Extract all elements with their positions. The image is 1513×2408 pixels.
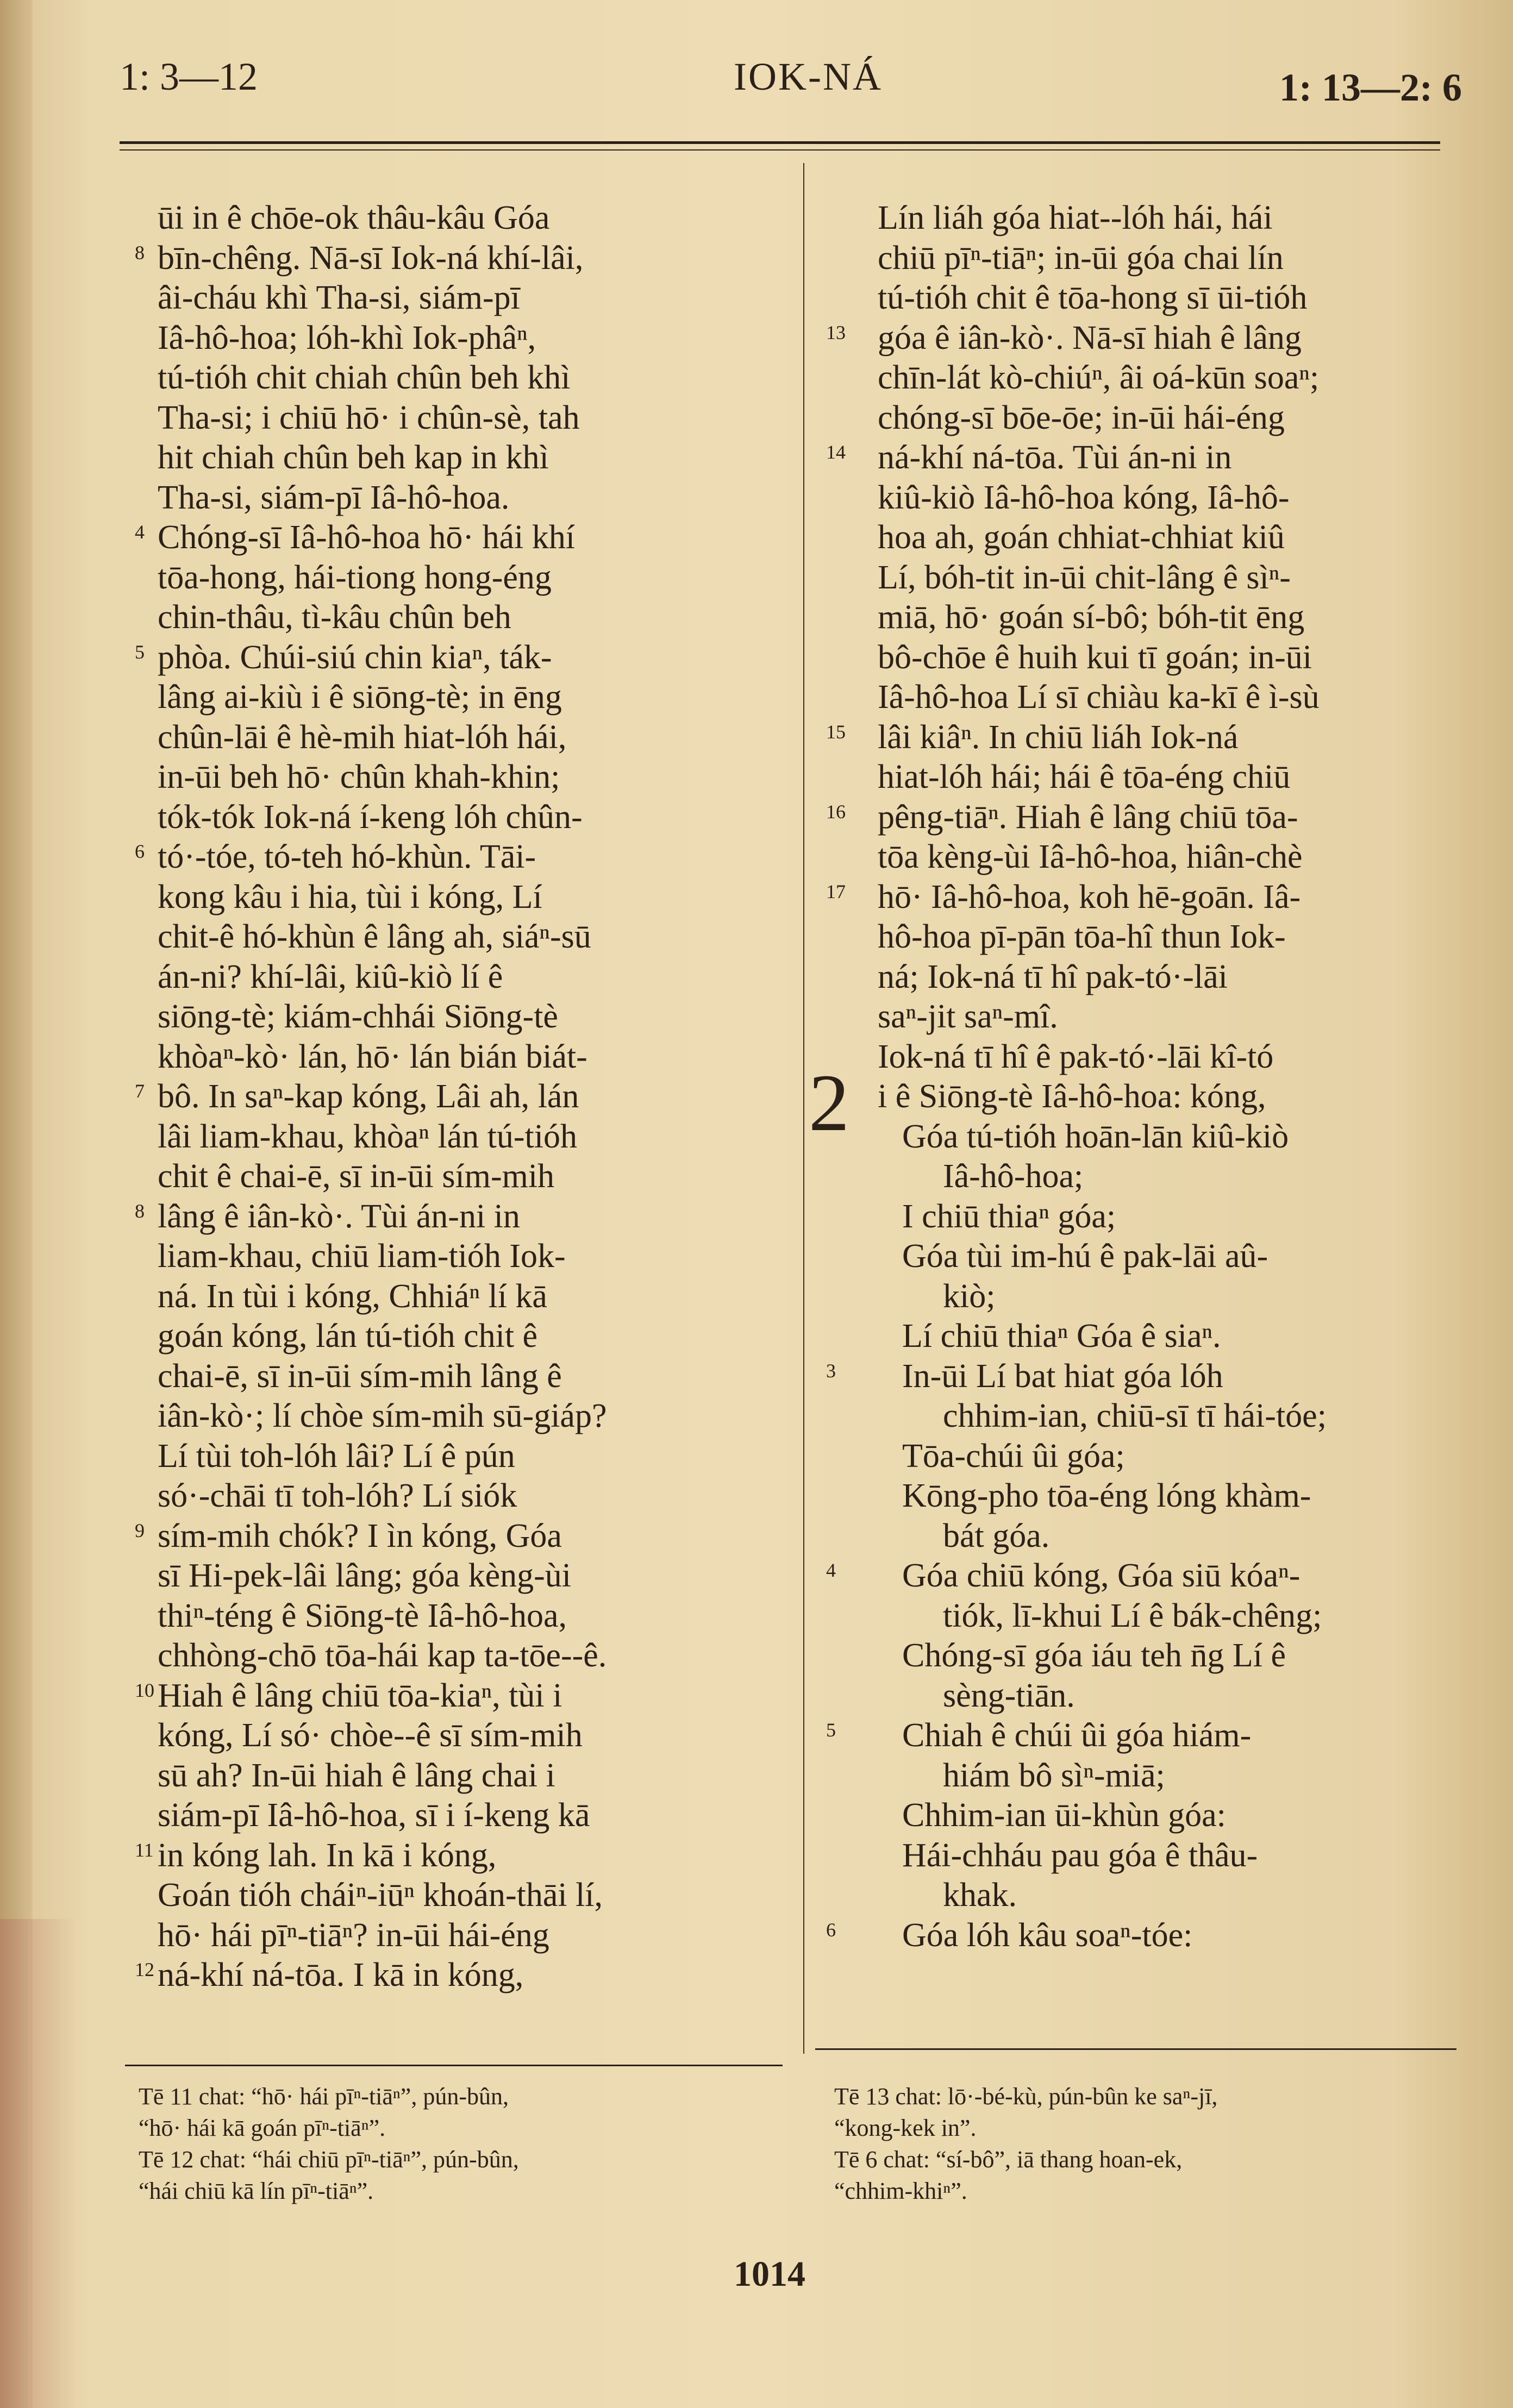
line-text: in-ūi beh hō· chûn khah-khin; xyxy=(158,758,560,795)
verse-number: 12 xyxy=(135,1959,154,1980)
line-text: Hiah ê lâng chiū tōa-kiaⁿ, tùi i xyxy=(158,1677,562,1714)
text-line xyxy=(125,1955,783,1996)
verse-number: 14 xyxy=(826,441,846,463)
header-left-reference: 1: 3—12 xyxy=(120,55,258,98)
line-text: iân-kò·; lí chòe sím-mih sū-giáp? xyxy=(158,1397,607,1434)
line-text: ná-khí ná-tōa. Tùi án-ni in xyxy=(878,439,1232,476)
text-line xyxy=(821,718,1462,758)
text-line xyxy=(821,877,1462,918)
line-text: in kóng lah. In kā i kóng, xyxy=(158,1836,497,1874)
line-text: khak. xyxy=(943,1877,1017,1914)
footnote-line: “kong-kek in”. xyxy=(834,2115,977,2141)
text-line xyxy=(821,1916,1462,1956)
line-text: chûn-lāi ê hè-mih hiat-lóh hái, xyxy=(158,718,567,756)
text-line xyxy=(821,1676,1462,1716)
line-text: Goán tióh cháiⁿ-iūⁿ khoán-thāi lí, xyxy=(158,1877,603,1914)
line-text: lâng ai-kiù i ê siōng-tè; in ēng xyxy=(158,679,562,716)
line-text: chīn-lát kò-chiúⁿ, âi oá-kūn soaⁿ; xyxy=(878,359,1320,396)
text-line xyxy=(821,1476,1462,1516)
page-stain xyxy=(0,1919,76,2408)
line-text: Lín liáh góa hiat--lóh hái, hái xyxy=(878,199,1273,236)
line-text: lâng ê iân-kò·. Tùi án-ni in xyxy=(158,1197,520,1235)
text-line xyxy=(821,239,1462,279)
line-text: bô. In saⁿ-kap kóng, Lâi ah, lán xyxy=(158,1078,579,1115)
verse-number: 13 xyxy=(826,321,846,343)
text-line xyxy=(125,1277,783,1317)
text-line xyxy=(125,1077,783,1117)
text-line xyxy=(125,638,783,678)
verse-number: 8 xyxy=(135,241,145,264)
line-text: hiám bô sìⁿ-miā; xyxy=(943,1757,1165,1794)
line-text: pêng-tiāⁿ. Hiah ê lâng chiū tōa- xyxy=(878,798,1298,836)
left-text-column xyxy=(125,198,783,1996)
text-line xyxy=(125,1316,783,1357)
text-line xyxy=(821,1437,1462,1477)
text-line xyxy=(125,1796,783,1836)
line-text: saⁿ-jit saⁿ-mî. xyxy=(878,998,1058,1035)
header-right-reference: 1: 13—2: 6 xyxy=(1279,66,1462,109)
line-text: ná. In tùi i kóng, Chhiáⁿ lí kā xyxy=(158,1277,547,1315)
footnote-line: “hō· hái kā goán pīⁿ-tiāⁿ”. xyxy=(139,2115,386,2141)
chapter-number: 2 xyxy=(809,1058,849,1148)
footnote-line: “chhim-khiⁿ”. xyxy=(834,2178,967,2204)
line-text: tōa kèng-ùi Iâ-hô-hoa, hiân-chè xyxy=(878,838,1303,875)
verse-number: 3 xyxy=(826,1359,836,1382)
verse-number: 9 xyxy=(135,1519,145,1541)
text-line xyxy=(125,358,783,398)
text-line xyxy=(125,678,783,718)
line-text: án-ni? khí-lâi, kiû-kiò lí ê xyxy=(158,958,503,995)
text-line xyxy=(125,598,783,638)
verse-number: 16 xyxy=(826,800,846,823)
line-text: Góa tùi im-hú ê pak-lāi aû- xyxy=(902,1238,1268,1275)
text-line xyxy=(125,1596,783,1636)
running-header xyxy=(120,49,1462,114)
footnote-line: Tē 6 chat: “sí-bô”, iā thang hoan-ek, xyxy=(834,2146,1183,2173)
line-text: ūi in ê chōe-ok thâu-kâu Góa xyxy=(158,199,550,236)
line-text: tiók, lī-khui Lí ê bák-chêng; xyxy=(943,1597,1322,1634)
line-text: I chiū thiaⁿ góa; xyxy=(902,1197,1116,1235)
line-text: liam-khau, chiū liam-tióh Iok- xyxy=(158,1238,566,1275)
line-text: chai-ē, sī in-ūi sím-mih lâng ê xyxy=(158,1357,562,1395)
text-line xyxy=(821,1277,1462,1317)
text-line xyxy=(821,1237,1462,1277)
footnote-line: Tē 12 chat: “hái chiū pīⁿ-tiāⁿ”, pún-bûn, xyxy=(139,2146,519,2173)
verse-number: 6 xyxy=(135,841,145,862)
text-line xyxy=(125,198,783,239)
line-text: Tōa-chúi ûi góa; xyxy=(902,1437,1125,1475)
text-line xyxy=(125,1357,783,1397)
line-text: tók-tók Iok-ná í-keng lóh chûn- xyxy=(158,798,583,836)
line-text: tó·-tóe, tó-teh hó-khùn. Tāi- xyxy=(158,838,536,875)
line-text: só·-chāi tī toh-lóh? Lí siók xyxy=(158,1477,517,1514)
footnotes-right xyxy=(834,2081,1465,2207)
text-line xyxy=(821,1596,1462,1636)
line-text: siōng-tè; kiám-chhái Siōng-tè xyxy=(158,998,558,1035)
text-line xyxy=(821,1197,1462,1237)
verse-number: 17 xyxy=(826,880,846,902)
line-text: hō· hái pīⁿ-tiāⁿ? in-ūi hái-éng xyxy=(158,1916,549,1954)
line-text: Tha-si, siám-pī Iâ-hô-hoa. xyxy=(158,479,510,516)
text-line xyxy=(821,1516,1462,1557)
text-line xyxy=(125,1836,783,1876)
text-line xyxy=(821,518,1462,558)
line-text: Chhim-ian ūi-khùn góa: xyxy=(902,1797,1226,1834)
line-text: Lí tùi toh-lóh lâi? Lí ê pún xyxy=(158,1437,515,1475)
text-line xyxy=(821,997,1462,1037)
text-line xyxy=(125,478,783,518)
text-line xyxy=(125,1396,783,1437)
verse-number: 4 xyxy=(826,1559,836,1581)
line-text: sèng-tiān. xyxy=(943,1677,1075,1714)
text-line xyxy=(821,558,1462,598)
footnote-rule-left xyxy=(125,2065,783,2066)
text-line xyxy=(125,398,783,438)
text-line xyxy=(125,1676,783,1716)
line-text: Iâ-hô-hoa Lí sī chiàu ka-kī ê ì-sù xyxy=(878,679,1320,716)
text-line xyxy=(125,917,783,957)
text-line xyxy=(821,1316,1462,1357)
header-rule-thick xyxy=(120,141,1440,144)
line-text: kiû-kiò Iâ-hô-hoa kóng, Iâ-hô- xyxy=(878,479,1290,516)
text-line xyxy=(821,1636,1462,1676)
text-line xyxy=(125,438,783,478)
line-text: In-ūi Lí bat hiat góa lóh xyxy=(902,1357,1223,1395)
line-text: sím-mih chók? I ìn kóng, Góa xyxy=(158,1517,562,1554)
text-line xyxy=(821,1556,1462,1596)
line-text: âi-cháu khì Tha-si, siám-pī xyxy=(158,279,520,316)
footnotes-left xyxy=(139,2081,791,2207)
text-line xyxy=(821,1037,1462,1077)
line-text: kóng, Lí só· chòe--ê sī sím-mih xyxy=(158,1717,583,1754)
text-line xyxy=(125,1237,783,1277)
line-text: Iâ-hô-hoa; xyxy=(943,1158,1084,1195)
line-text: Góa tú-tióh hoān-lān kiû-kiò xyxy=(902,1118,1289,1155)
text-line xyxy=(821,1796,1462,1836)
line-text: chhim-ian, chiū-sī tī hái-tóe; xyxy=(943,1397,1327,1434)
line-text: Chóng-sī góa iáu teh n̄g Lí ê xyxy=(902,1637,1286,1674)
text-line xyxy=(125,1037,783,1077)
verse-number: 4 xyxy=(135,521,145,543)
page-number: 1014 xyxy=(734,2254,805,2294)
footnote-line: Tē 11 chat: “hō· hái pīⁿ-tiāⁿ”, pún-bûn, xyxy=(139,2083,509,2110)
line-text: tú-tióh chit chiah chûn beh khì xyxy=(158,359,571,396)
text-line xyxy=(125,1516,783,1557)
text-line xyxy=(125,1157,783,1197)
text-line xyxy=(821,598,1462,638)
verse-number: 5 xyxy=(135,641,145,663)
line-text: bát góa. xyxy=(943,1517,1050,1554)
text-line xyxy=(821,1117,1462,1157)
footnote-line: “hái chiū kā lín pīⁿ-tiāⁿ”. xyxy=(139,2178,374,2204)
line-text: bīn-chêng. Nā-sī Iok-ná khí-lâi, xyxy=(158,239,584,277)
line-text: kiò; xyxy=(943,1277,996,1315)
line-text: goán kóng, lán tú-tióh chit ê xyxy=(158,1318,538,1354)
text-line xyxy=(125,1716,783,1756)
text-line xyxy=(125,278,783,318)
line-text: kong kâu i hia, tùi i kóng, Lí xyxy=(158,878,542,915)
text-line xyxy=(821,1357,1462,1397)
column-divider xyxy=(803,163,804,2054)
line-text: lâi liam-khau, khòaⁿ lán tú-tióh xyxy=(158,1118,577,1155)
verse-number: 6 xyxy=(826,1918,836,1941)
line-text: miā, hō· goán sí-bô; bóh-tit ēng xyxy=(878,599,1305,636)
text-line xyxy=(125,1117,783,1157)
text-line xyxy=(125,798,783,838)
text-line xyxy=(821,1157,1462,1197)
text-line xyxy=(125,997,783,1037)
verse-number: 15 xyxy=(826,720,846,743)
text-line xyxy=(821,1836,1462,1876)
line-text: khòaⁿ-kò· lán, hō· lán bián biát- xyxy=(158,1038,587,1075)
verse-number: 10 xyxy=(135,1679,154,1701)
text-line xyxy=(821,1756,1462,1796)
right-text-column xyxy=(821,198,1462,1955)
line-text: Lí, bóh-tit in-ūi chit-lâng ê sìⁿ- xyxy=(878,559,1291,596)
line-text: i ê Siōng-tè Iâ-hô-hoa: kóng, xyxy=(878,1078,1266,1115)
text-line xyxy=(821,318,1462,359)
text-line xyxy=(821,478,1462,518)
line-text: Chiah ê chúi ûi góa hiám- xyxy=(902,1717,1252,1754)
text-line xyxy=(125,1636,783,1676)
line-text: góa ê iân-kò·. Nā-sī hiah ê lâng xyxy=(878,319,1302,356)
text-line xyxy=(125,518,783,558)
text-line xyxy=(125,1756,783,1796)
text-line xyxy=(125,1437,783,1477)
line-text: bô-chōe ê huih kui tī goán; in-ūi xyxy=(878,638,1312,676)
verse-number: 11 xyxy=(135,1839,154,1861)
text-line xyxy=(821,438,1462,478)
line-text: chhòng-chō tōa-hái kap ta-tōe--ê. xyxy=(158,1637,607,1674)
line-text: chit ê chai-ē, sī in-ūi sím-mih xyxy=(158,1158,555,1195)
verse-number: 8 xyxy=(135,1200,145,1222)
text-line xyxy=(125,957,783,998)
text-line xyxy=(821,957,1462,998)
line-text: hit chiah chûn beh kap in khì xyxy=(158,439,549,476)
line-text: tōa-hong, hái-tiong hong-éng xyxy=(158,559,552,596)
line-text: Lí chiū thiaⁿ Góa ê siaⁿ. xyxy=(902,1318,1221,1354)
line-text: hō· Iâ-hô-hoa, koh hē-goān. Iâ- xyxy=(878,878,1301,915)
verse-number: 7 xyxy=(135,1080,145,1102)
line-text: hô-hoa pī-pān tōa-hî thun Iok- xyxy=(878,918,1286,955)
text-line xyxy=(821,358,1462,398)
line-text: tú-tióh chit ê tōa-hong sī ūi-tióh xyxy=(878,279,1308,316)
verse-number: 5 xyxy=(826,1719,836,1741)
text-line xyxy=(125,1556,783,1596)
header-rule-thin xyxy=(120,149,1440,150)
line-text: siám-pī Iâ-hô-hoa, sī i í-keng kā xyxy=(158,1797,590,1834)
text-line xyxy=(125,318,783,359)
line-text: chit-ê hó-khùn ê lâng ah, siáⁿ-sū xyxy=(158,918,591,955)
text-line xyxy=(821,798,1462,838)
text-line xyxy=(821,837,1462,877)
line-text: phòa. Chúi-siú chin kiaⁿ, ták- xyxy=(158,638,552,676)
text-line xyxy=(125,1916,783,1956)
line-text: thiⁿ-téng ê Siōng-tè Iâ-hô-hoa, xyxy=(158,1597,567,1634)
line-text: chóng-sī bōe-ōe; in-ūi hái-éng xyxy=(878,399,1285,436)
line-text: Chóng-sī Iâ-hô-hoa hō· hái khí xyxy=(158,519,575,556)
text-line xyxy=(125,877,783,918)
line-text: Tha-si; i chiū hō· i chûn-sè, tah xyxy=(158,399,580,436)
text-line xyxy=(125,1476,783,1516)
line-text: chiū pīⁿ-tiāⁿ; in-ūi góa chai lín xyxy=(878,239,1284,277)
line-text: Hái-chháu pau góa ê thâu- xyxy=(902,1836,1258,1874)
line-text: Kōng-pho tōa-éng lóng khàm- xyxy=(902,1477,1311,1514)
text-line xyxy=(821,1077,1462,1117)
line-text: lâi kiâⁿ. In chiū liáh Iok-ná xyxy=(878,718,1239,756)
text-line xyxy=(821,198,1462,239)
line-text: chin-thâu, tì-kâu chûn beh xyxy=(158,599,511,636)
text-line xyxy=(125,558,783,598)
line-text: Góa chiū kóng, Góa siū kóaⁿ- xyxy=(902,1557,1301,1594)
line-text: ná-khí ná-tōa. I kā in kóng, xyxy=(158,1956,524,1993)
text-line xyxy=(821,1396,1462,1437)
text-line xyxy=(125,837,783,877)
line-text: hiat-lóh hái; hái ê tōa-éng chiū xyxy=(878,758,1291,795)
text-line xyxy=(125,757,783,798)
text-line xyxy=(821,398,1462,438)
text-line xyxy=(125,1876,783,1916)
line-text: Iok-ná tī hî ê pak-tó·-lāi kî-tó xyxy=(878,1038,1274,1075)
footnote-line: Tē 13 chat: lō·-bé-kù, pún-bûn ke saⁿ-jī, xyxy=(834,2083,1218,2110)
line-text: sī Hi-pek-lâi lâng; góa kèng-ùi xyxy=(158,1557,572,1594)
text-line xyxy=(125,718,783,758)
text-line xyxy=(821,638,1462,678)
line-text: ná; Iok-ná tī hî pak-tó·-lāi xyxy=(878,958,1228,995)
text-line xyxy=(821,757,1462,798)
header-book-title: IOK-NÁ xyxy=(734,55,883,98)
line-text: Góa lóh kâu soaⁿ-tóe: xyxy=(902,1916,1193,1954)
line-text: sū ah? In-ūi hiah ê lâng chai i xyxy=(158,1757,555,1794)
footnote-rule-right xyxy=(815,2048,1456,2050)
text-line xyxy=(821,917,1462,957)
line-text: hoa ah, goán chhiat-chhiat kiû xyxy=(878,519,1285,556)
text-line xyxy=(125,1197,783,1237)
text-line xyxy=(821,278,1462,318)
text-line xyxy=(125,239,783,279)
text-line xyxy=(821,1716,1462,1756)
line-text: Iâ-hô-hoa; lóh-khì Iok-phâⁿ, xyxy=(158,319,536,356)
text-line xyxy=(821,1876,1462,1916)
text-line xyxy=(821,678,1462,718)
